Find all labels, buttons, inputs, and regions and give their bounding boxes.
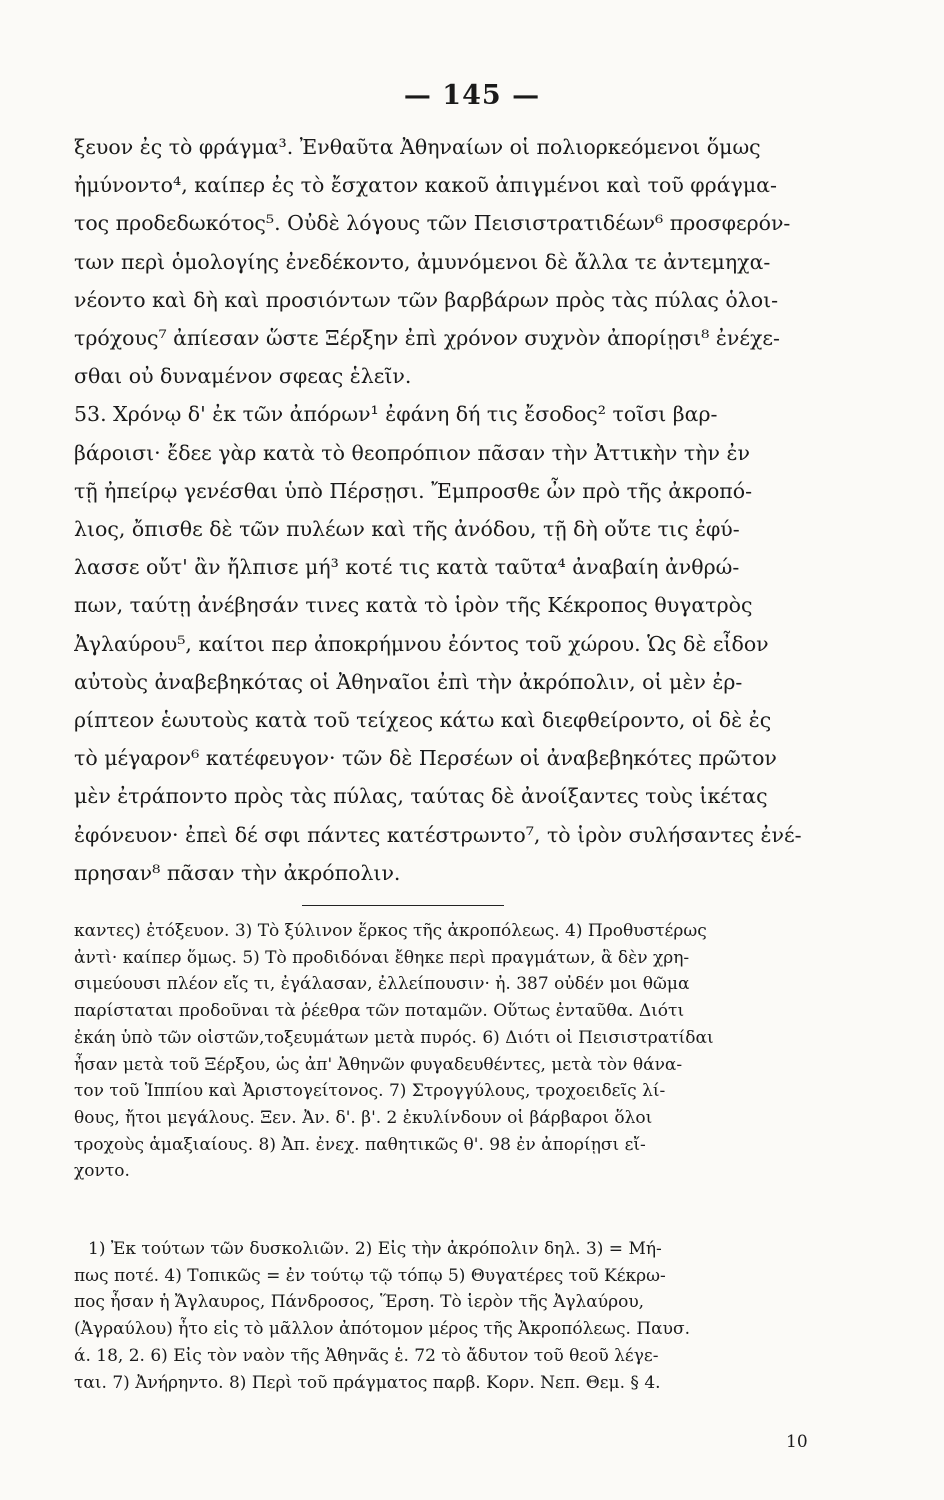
footnote-line: χοντο. bbox=[74, 1161, 130, 1182]
footnote-line: πως ποτέ. 4) Τοπικῶς = ἐν τούτῳ τῷ τόπῳ 5) Θυγατέρες τοῦ Κέκρω- bbox=[74, 1265, 666, 1286]
text-line: τῇ ἠπείρῳ γενέσθαι ὑπὸ Πέρσῃσι. Ἔμπροσθε ὦν πρὸ τῆς ἀκροπό- bbox=[74, 478, 753, 503]
text-line: 53. Χρόνῳ δ' ἐκ τῶν ἀπόρων¹ ἐφάνη δή τις ἔσοδος² τοῖσι βαρ- bbox=[74, 402, 718, 427]
text-line: σθαι οὐ δυναμένον σφεας ἑλεῖν. bbox=[74, 364, 412, 389]
text-line: πρησαν⁸ πᾶσαν τὴν ἀκρόπολιν. bbox=[74, 860, 401, 885]
text-line: ρίπτεον ἑωυτοὺς κατὰ τοῦ τείχεος κάτω καὶ διεφθείροντο, οἱ δὲ ἐς bbox=[74, 708, 772, 733]
text-line: νέοντο καὶ δὴ καὶ προσιόντων τῶν βαρβάρων πρὸς τὰς πύλας ὁλοι- bbox=[74, 287, 779, 312]
text-line: πων, ταύτῃ ἀνέβησάν τινες κατὰ τὸ ἱρὸν τῆς Κέκροπος θυγατρὸς bbox=[74, 593, 753, 618]
footnote-line: καντες) ἐτόξευον. 3) Τὸ ξύλινον ἕρκος τῆς ἀκροπόλεως. 4) Προθυστέρως bbox=[74, 921, 707, 941]
main-text bbox=[74, 128, 854, 892]
text-line: τος προδεδωκότος⁵. Οὐδὲ λόγους τῶν Πεισιστρατιδέων⁶ προσφερόν- bbox=[74, 211, 791, 236]
text-line: λασσε οὔτ' ἂν ἤλπισε μή³ κοτέ τις κατὰ ταῦτα⁴ ἀναβαίη ἀνθρώ- bbox=[74, 555, 740, 580]
footnotes-section-53 bbox=[74, 1236, 854, 1396]
signature-mark: 10 bbox=[786, 1432, 808, 1452]
footnote-line: τον τοῦ Ἱππίου καὶ Ἀριστογείτονος. 7) Στρογγύλους, τροχοειδεῖς λί- bbox=[74, 1081, 666, 1102]
footnote-line: (Ἀγραύλου) ἦτο εἰς τὸ μᾶλλον ἀπότομον μέρος τῆς Ἀκροπόλεως. Παυσ. bbox=[74, 1319, 691, 1340]
footnote-line: σιμεύουσι πλέον εἴς τι, ἐγάλασαν, ἐλλείπουσιν· ἠ. 387 οὐδέν μοι θῶμα bbox=[74, 974, 690, 995]
text-line: τὸ μέγαρον⁶ κατέφευγον· τῶν δὲ Περσέων οἱ ἀναβεβηκότες πρῶτον bbox=[74, 746, 777, 771]
text-line: ἐφόνευον· ἐπεὶ δέ σφι πάντες κατέστρωντο⁷, τὸ ἱρὸν συλήσαντες ἐνέ- bbox=[74, 822, 802, 847]
text-line: Ἀγλαύρου⁵, καίτοι περ ἀποκρήμνου ἐόντος τοῦ χώρου. Ὡς δὲ εἶδον bbox=[74, 631, 769, 656]
footnote-line: ται. 7) Ἀνήρηντο. 8) Περὶ τοῦ πράγματος παρβ. Κορν. Νεπ. Θεμ. § 4. bbox=[74, 1372, 661, 1393]
footnote-line: πος ἦσαν ἡ Ἄγλαυρος, Πάνδροσος, Ἕρση. Τὸ ἱερὸν τῆς Ἀγλαύρου, bbox=[74, 1292, 645, 1313]
footnote-line: ἀντὶ· καίπερ ὅμως. 5) Τὸ προδιδόναι ἔθηκε περὶ πραγμάτων, ἃ δὲν χρη- bbox=[74, 947, 690, 968]
footnote-line: θους, ἤτοι μεγάλους. Ξεν. Ἀν. δ'. β'. 2 ἐκυλίνδουν οἱ βάρβαροι ὅλοι bbox=[74, 1107, 653, 1128]
text-line: αὐτοὺς ἀναβεβηκότας οἱ Ἀθηναῖοι ἐπὶ τὴν ἀκρόπολιν, οἱ μὲν ἐρ- bbox=[74, 669, 743, 694]
text-line: ἠμύνοντο⁴, καίπερ ἐς τὸ ἔσχατον κακοῦ ἀπιγμένοι καὶ τοῦ φράγμα- bbox=[74, 173, 777, 198]
text-line: μὲν ἐτράποντο πρὸς τὰς πύλας, ταύτας δὲ ἀνοίξαντες τοὺς ἱκέτας bbox=[74, 784, 768, 809]
text-line: τρόχους⁷ ἀπίεσαν ὥστε Ξέρξην ἐπὶ χρόνον συχνὸν ἀπορίῃσι⁸ ἐνέχε- bbox=[74, 326, 780, 351]
footnote-line: παρίσταται προδοῦναι τὰ ῥέεθρα τῶν ποταμῶν. Οὕτως ἐνταῦθα. Διότι bbox=[74, 1001, 685, 1022]
footnotes-continued bbox=[74, 918, 854, 1185]
footnote-line: ἐκάη ὑπὸ τῶν οἰστῶν,τοξευμάτων μετὰ πυρός. 6) Διότι οἱ Πεισιστρατίδαι bbox=[74, 1027, 714, 1048]
text-line: λιος, ὄπισθε δὲ τῶν πυλέων καὶ τῆς ἀνόδου, τῇ δὴ οὔτε τις ἐφύ- bbox=[74, 517, 740, 542]
footnote-divider bbox=[302, 905, 504, 906]
text-line: ξευον ἐς τὸ φράγμα³. Ἐνθαῦτα Ἀθηναίων οἱ πολιορκεόμενοι ὅμως bbox=[74, 135, 761, 159]
page-number: — 145 — bbox=[403, 80, 541, 111]
footnote-line: 1) Ἐκ τούτων τῶν δυσκολιῶν. 2) Εἰς τὴν ἀκρόπολιν δηλ. 3) = Μή- bbox=[88, 1239, 662, 1259]
footnote-line: ἦσαν μετὰ τοῦ Ξέρξου, ὡς ἀπ' Ἀθηνῶν φυγαδευθέντες, μετὰ τὸν θάνα- bbox=[74, 1054, 683, 1075]
footnote-line: τροχοὺς ἁμαξιαίους. 8) Ἀπ. ἐνεχ. παθητικῶς θ'. 98 ἐν ἀπορίῃσι εἴ- bbox=[74, 1134, 646, 1155]
text-line: βάροισι· ἔδεε γὰρ κατὰ τὸ θεοπρόπιον πᾶσαν τὴν Ἀττικὴν τὴν ἐν bbox=[74, 440, 750, 465]
text-line: των περὶ ὁμολογίης ἐνεδέκοντο, ἀμυνόμενοι δὲ ἄλλα τε ἀντεμηχα- bbox=[74, 249, 771, 274]
footnote-line: ά. 18, 2. 6) Εἰς τὸν ναὸν τῆς Ἀθηνᾶς ἑ. 72 τὸ ἄδυτον τοῦ θεοῦ λέγε- bbox=[74, 1345, 659, 1366]
